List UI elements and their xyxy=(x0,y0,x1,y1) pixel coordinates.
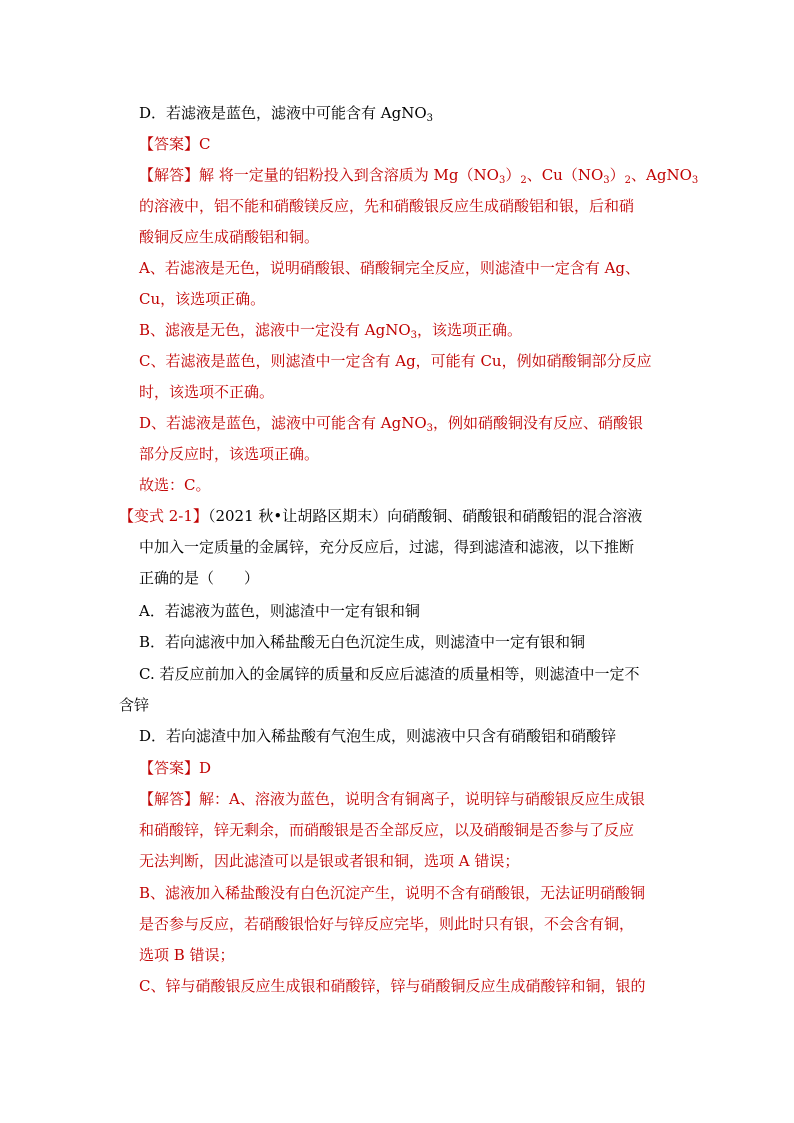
q1-answer xyxy=(139,134,211,154)
variant-tag: 【变式 2-1】 xyxy=(119,507,208,525)
q2-option-c-1: C. 若反应前加入的金属锌的质量和反应后滤渣的质量相等，则滤渣中一定不 xyxy=(139,665,640,683)
q2-solution-a-2: 和硝酸锌，锌无剩余，而硝酸银是否全部反应，以及硝酸铜是否参与了反应 xyxy=(139,821,635,839)
q1-analysis-c-1: C、若滤液是蓝色，则滤渣中一定含有 Ag，可能有 Cu，例如硝酸铜部分反应 xyxy=(139,352,652,370)
q1-analysis-d-1: D、若滤液是蓝色，滤液中可能含有 AgNO$_3$，例如硝酸铜没有反应、硝酸银 xyxy=(139,414,644,434)
q1-choose: 故选：C。 xyxy=(139,476,211,494)
q1-option-d: D．若滤液是蓝色，滤液中可能含有 AgNO$_3$ xyxy=(139,104,434,124)
answer-tag: 【答案】 xyxy=(139,135,200,153)
answer-value: D xyxy=(199,759,212,777)
q2-stem-line-2: 中加入一定质量的金属锌，充分反应后，过滤，得到滤渣和滤液，以下推断 xyxy=(139,538,635,556)
q1-analysis-b: B、滤液是无色，滤液中一定没有 AgNO$_3$，该选项正确。 xyxy=(139,321,523,341)
q2-option-d: D．若向滤渣中加入稀盐酸有气泡生成，则滤液中只含有硝酸铝和硝酸锌 xyxy=(139,727,617,745)
q1-solution-line-1: 【解答】解 将一定量的铝粉投入到含溶质为 $Mg(NO_3)_2$、$Cu(NO_3)_2$、AgNO$_3$ xyxy=(139,166,699,186)
q2-stem-line-1: 【变式 2-1】（2021 秋•让胡路区期末）向硝酸铜、硝酸银和硝酸铝的混合溶液 xyxy=(119,507,643,525)
q2-solution-b-1: B、滤液加入稀盐酸没有白色沉淀产生，说明不含有硝酸银，无法证明硝酸铜 xyxy=(139,884,646,902)
answer-value: C xyxy=(199,135,211,153)
q2-solution-a-1: 【解答】解：A、溶液为蓝色，说明含有铜离子，说明锌与硝酸银反应生成银 xyxy=(139,790,645,808)
q1-solution-line-2: 的溶液中，铝不能和硝酸镁反应，先和硝酸银反应生成硝酸铝和银，后和硝 xyxy=(139,197,635,215)
q2-solution-b-3: 选项 B 错误； xyxy=(139,946,235,964)
q2-solution-b-2: 是否参与反应，若硝酸银恰好与锌反应完毕，则此时只有银，不会含有铜， xyxy=(139,915,635,933)
solution-tag: 【解答】 xyxy=(139,790,200,808)
q1-solution-line-3: 酸铜反应生成硝酸铝和铜。 xyxy=(139,228,320,246)
q2-stem-line-3: 正确的是（ ） xyxy=(139,569,260,587)
solution-tag: 【解答】 xyxy=(139,166,200,184)
answer-tag: 【答案】 xyxy=(139,759,200,777)
q2-answer xyxy=(139,758,211,778)
q2-option-a: A．若滤液为蓝色，则滤渣中一定有银和铜 xyxy=(139,602,420,620)
q1-analysis-c-2: 时，该选项不正确。 xyxy=(139,383,275,401)
q1-analysis-d-2: 部分反应时，该选项正确。 xyxy=(139,445,320,463)
q2-solution-a-3: 无法判断，因此滤渣可以是银或者银和铜，选项 A 错误； xyxy=(139,852,520,870)
q2-option-c-2: 含锌 xyxy=(119,696,150,714)
q1-analysis-a-1: A、若滤液是无色，说明硝酸银、硝酸铜完全反应，则滤渣中一定含有 Ag、 xyxy=(139,259,641,277)
q1-analysis-a-2: Cu，该选项正确。 xyxy=(139,290,266,308)
q2-option-b: B．若向滤液中加入稀盐酸无白色沉淀生成，则滤渣中一定有银和铜 xyxy=(139,633,586,651)
q2-solution-c-1: C、锌与硝酸银反应生成银和硝酸锌，锌与硝酸铜反应生成硝酸锌和铜，银的 xyxy=(139,977,646,995)
